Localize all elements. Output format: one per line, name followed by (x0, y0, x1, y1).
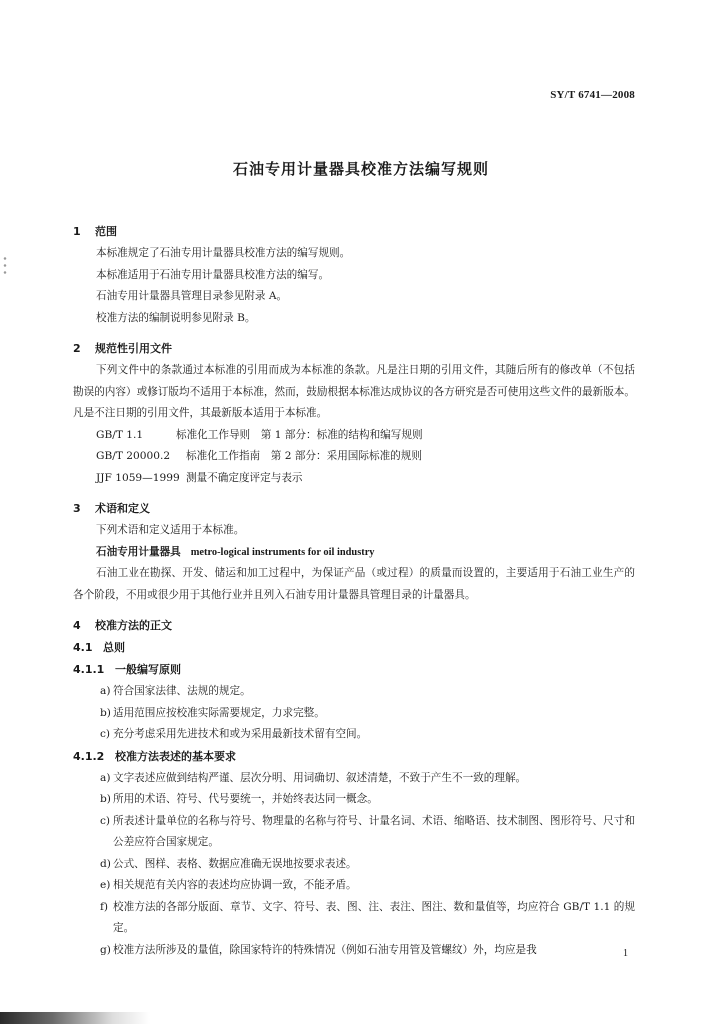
list-item (73, 897, 635, 940)
list-marker: b) (100, 793, 111, 805)
list-item (73, 811, 635, 854)
list-marker: c) (100, 814, 111, 827)
clause-title: 校准方法表述的基本要求 (115, 749, 236, 763)
clause-number: 4.1.2 (73, 749, 105, 763)
reference-title: 标准化工作指南 第 2 部分：采用国际标准的规则 (186, 450, 422, 462)
list-text: 文字表述应做到结构严谨、层次分明、用词确切、叙述清楚，不致于产生不一致的理解。 (113, 771, 527, 784)
document-body (73, 221, 635, 961)
clause-heading-requirements (73, 746, 635, 768)
list-item (73, 681, 635, 703)
list-item (73, 703, 635, 725)
list-text: 相关规范有关内容的表述均应协调一致，不能矛盾。 (113, 879, 357, 891)
list-item (73, 940, 635, 962)
paragraph: 下列文件中的条款通过本标准的引用而成为本标准的条款。凡是注日期的引用文件，其随后所有的修改单（不包括勘误的内容）或修订版均不适用于本标准，然而，鼓励根据本标准达成协议的各方研究是否可使用这些文件的最新版本。凡是不注日期的引用文件，其最新版本适用于本标准。 (73, 364, 635, 419)
list-text: 校准方法的各部分版面、章节、文字、符号、表、图、注、表注、图注、数和量值等，均应符合 GB/T 1.1 的规定。 (113, 900, 635, 934)
list-item (73, 875, 635, 897)
list-marker: a) (100, 685, 111, 697)
list-marker: f) (100, 900, 109, 913)
clause-title: 一般编写原则 (115, 663, 181, 676)
subsection-title: 总则 (103, 641, 125, 654)
paragraph: 本标准规定了石油专用计量器具校准方法的编写规则。 (96, 247, 351, 259)
reference-item (73, 446, 635, 468)
section-number: 4 (73, 619, 81, 632)
term-english: metro-logical instruments for oil industry (190, 546, 375, 558)
list-text: 符合国家法律、法规的规定。 (113, 685, 251, 697)
list-text: 公式、图样、表格、数据应准确无误地按要求表述。 (113, 857, 357, 870)
subsection-number: 4.1 (73, 641, 93, 654)
term-definition: 石油工业在勘探、开发、储运和加工过程中，为保证产品（或过程）的质量而设置的，主要适用于石油工业生产的各个阶段，不用或很少用于其他行业并且列入石油专用计量器具管理目录的计量器具。 (73, 567, 635, 601)
section-number: 2 (73, 342, 81, 355)
reference-code: GB/T 1.1 (96, 428, 144, 441)
document-title: 石油专用计量器具校准方法编写规则 (232, 160, 489, 178)
section-title: 范围 (95, 225, 117, 238)
list-text: 充分考虑采用先进技术和或为采用最新技术留有空间。 (113, 728, 368, 740)
section-heading-body (73, 615, 635, 637)
paragraph: 下列术语和定义适用于本标准。 (96, 524, 245, 536)
term-entry (73, 542, 635, 564)
scan-artifact (2, 255, 8, 275)
paragraph: 本标准适用于石油专用计量器具校准方法的编写。 (96, 268, 330, 281)
page-number: 1 (623, 948, 628, 959)
scan-artifact (0, 1012, 150, 1024)
standard-code: SY/T 6741—2008 (550, 89, 635, 101)
list-marker: c) (100, 728, 111, 740)
reference-code: JJF 1059—1999 (96, 471, 180, 484)
section-title: 校准方法的正文 (95, 619, 172, 632)
term-chinese: 石油专用计量器具 (96, 545, 181, 558)
section-number: 3 (73, 502, 81, 515)
subsection-heading-general (73, 637, 635, 659)
list-marker: e) (100, 879, 111, 891)
list-item (73, 789, 635, 811)
reference-title: 测量不确定度评定与表示 (186, 471, 303, 484)
clause-number: 4.1.1 (73, 663, 105, 676)
list-text: 所表述计量单位的名称与符号、物理量的名称与符号、计量名词、术语、缩略语、技术制图、图形符号、尺寸和公差应符合国家规定。 (113, 814, 635, 848)
list-marker: d) (100, 857, 111, 870)
reference-title: 标准化工作导则 第 1 部分：标准的结构和编写规则 (176, 428, 423, 441)
section-title: 术语和定义 (95, 502, 150, 515)
list-marker: b) (100, 706, 111, 719)
section-heading-normative-refs (73, 338, 635, 360)
list-item (73, 854, 635, 876)
list-item (73, 768, 635, 790)
list-text: 适用范围应按校准实际需要规定，力求完整。 (113, 706, 325, 719)
clause-heading-principles (73, 659, 635, 681)
reference-item (73, 425, 635, 447)
section-number: 1 (73, 225, 81, 238)
list-marker: a) (100, 771, 111, 784)
section-heading-terms (73, 498, 635, 520)
reference-item (73, 468, 635, 490)
reference-code: GB/T 20000.2 (96, 450, 171, 462)
list-text: 所用的术语、符号、代号要统一，并始终表达同一概念。 (113, 793, 378, 805)
paragraph: 校准方法的编制说明参见附录 B。 (96, 311, 256, 324)
list-text: 校准方法所涉及的量值，除国家特许的特殊情况（例如石油专用管及管螺纹）外，均应是我 (113, 943, 537, 956)
section-title: 规范性引用文件 (95, 342, 172, 355)
list-marker: g) (100, 943, 111, 956)
list-item (73, 724, 635, 746)
section-heading-scope (73, 221, 635, 243)
paragraph: 石油专用计量器具管理目录参见附录 A。 (96, 290, 288, 302)
